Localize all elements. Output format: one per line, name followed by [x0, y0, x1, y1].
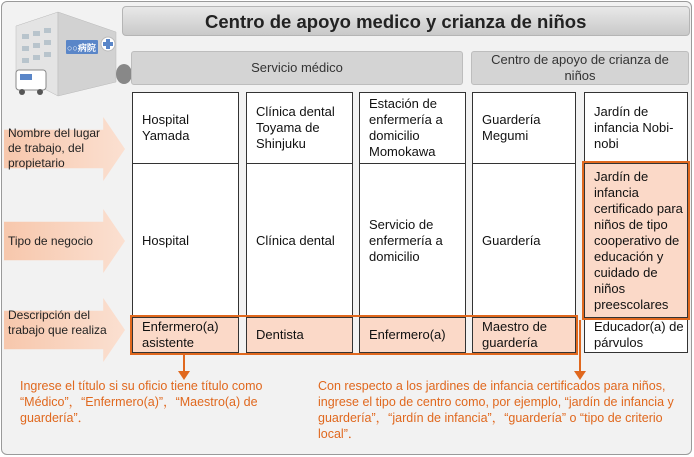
- cell-job-col5-text: Educador(a) de párvulos: [594, 319, 684, 350]
- group-header-childcare-label: Centro de apoyo de crianza de niños: [491, 52, 669, 83]
- row-label-job: Descripción del trabajo que realiza: [8, 308, 107, 337]
- diagram-frame: [1, 1, 692, 455]
- cell-job-col2-text: Dentista: [256, 327, 304, 342]
- cell-name-col5-text: Jardín de infancia Nobi-nobi: [594, 104, 674, 151]
- cell-business-col1-text: Hospital: [142, 232, 189, 248]
- row-label-business: Tipo de negocio: [8, 234, 93, 248]
- cell-job-col4-text: Maestro de guardería: [482, 319, 548, 350]
- cell-job-col1-text: Enfermero(a) asistente: [142, 319, 219, 350]
- cell-job-col3-text: Enfermero(a): [369, 327, 446, 342]
- row-label-name: Nombre del lugar de trabajo, del propietario: [8, 126, 101, 170]
- group-header-medical-label: Servicio médico: [251, 60, 343, 75]
- cell-business-col5-text: Jardín de infancia certificado para niños de tipo cooperativo de educación y cuidado de niños preescolares: [594, 168, 683, 312]
- cell-name-col2-text: Clínica dental Toyama de Shinjuku: [256, 104, 335, 151]
- cell-business-col3-text: Servicio de enfermería a domicilio: [369, 216, 443, 264]
- building-sign: ○○病院: [67, 43, 96, 53]
- diagram-title: Centro de apoyo medico y crianza de niños: [205, 11, 587, 32]
- cell-name-col4-text: Guardería Megumi: [482, 112, 541, 143]
- note-left: Ingrese el título si su oficio tiene título como “Médico”，“Enfermero(a)”，“Maestro(a) de guardería”．: [20, 379, 263, 425]
- cell-name-col3-text: Estación de enfermería a domicilio Momokawa: [369, 96, 443, 159]
- cell-name-col1-text: Hospital Yamada: [142, 112, 190, 143]
- cell-business-col2-text: Clínica dental: [256, 232, 335, 248]
- note-right: Con respecto a los jardines de infancia certificados para niños, ingrese el tipo de centro como, por ejemplo, “jardín de infancia y guardería”，“jardín de infancia”，“guardería” o “tipo de criterio local”．: [318, 379, 674, 441]
- cell-business-col4-text: Guardería: [482, 232, 541, 248]
